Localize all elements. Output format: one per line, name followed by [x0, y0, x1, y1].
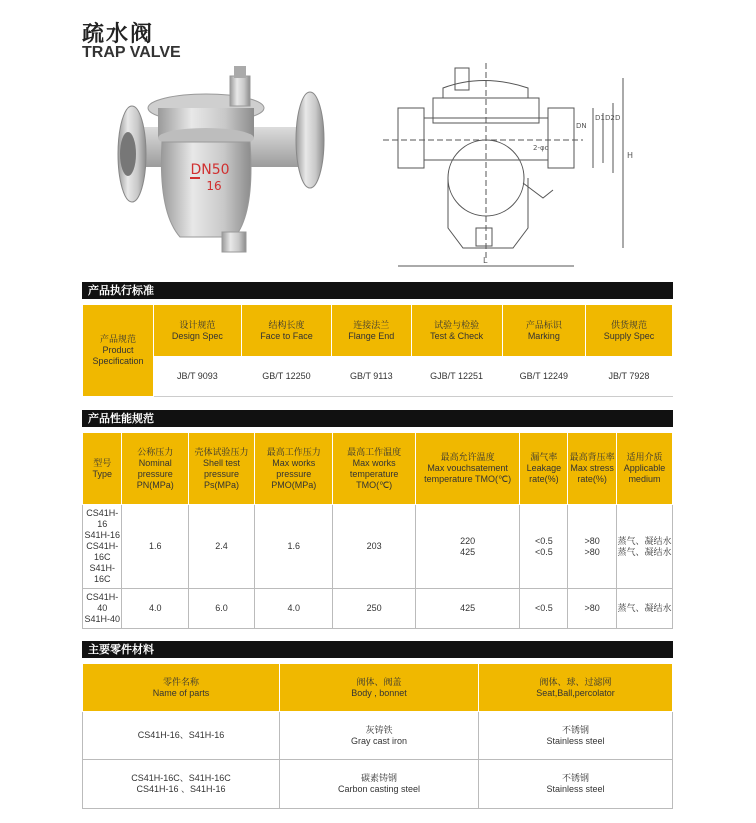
dim-dn: DN	[576, 122, 587, 130]
section-materials-title: 主要零件材料	[82, 641, 673, 658]
h-en: Test & Check	[430, 330, 484, 341]
perf-cell-pn: 1.6	[122, 505, 189, 589]
marking-dn: DN50	[190, 162, 230, 178]
perf-cell-pmo: 4.0	[255, 589, 333, 629]
h-en: Name of parts	[152, 687, 210, 698]
perf-header-3	[255, 433, 333, 505]
perf-cell-tmo: 250	[333, 589, 415, 629]
h-en: Max works pressure PMO(MPa)	[271, 457, 317, 490]
h-cn: 最高工作压力	[266, 446, 321, 457]
perf-cell-ps: 6.0	[188, 589, 254, 629]
perf-cell-pmo: 1.6	[255, 505, 333, 589]
spec-label-en: Product Specification	[92, 345, 144, 366]
mat-h-body	[280, 664, 479, 712]
value-flange-end: GB/T 9113	[332, 357, 411, 397]
h-en: Max works temperature TMO(℃)	[349, 457, 399, 490]
value-test-check: GJB/T 12251	[411, 357, 502, 397]
h-cn: 供货规范	[610, 319, 647, 330]
perf-header-2	[188, 433, 254, 505]
col-supply-spec	[585, 305, 672, 357]
spec-label-cn: 产品规范	[99, 334, 136, 344]
cell-cn: 不锈钢	[561, 773, 589, 783]
col-marking	[502, 305, 585, 357]
perf-cell-leak: <0.5	[520, 589, 568, 629]
perf-header-4	[333, 433, 415, 505]
cell-cn: 碳素铸钢	[360, 773, 397, 783]
section-standards-title: 产品执行标准	[82, 282, 673, 299]
cell-cn: 灰铸铁	[365, 724, 393, 735]
mat-row-seat	[479, 760, 673, 809]
mat-row-seat	[479, 712, 673, 760]
spec-row-label	[83, 305, 154, 397]
h-en: Face to Face	[260, 330, 313, 341]
perf-cell-type: CS41H-16 S41H-16 CS41H-16C S41H-16C	[83, 505, 122, 589]
perf-cell-tmo: 203	[333, 505, 415, 589]
mat-row-name: CS41H-16、S41H-16	[83, 712, 280, 760]
perf-cell-tma: 220 425	[415, 505, 520, 589]
h-cn: 最高允许温度	[440, 452, 495, 462]
h-cn: 设计规范	[179, 319, 216, 330]
h-cn: 产品标识	[525, 319, 562, 330]
dim-h: H	[627, 151, 634, 160]
h-cn: 结构长度	[268, 319, 305, 330]
mat-h-seat	[479, 664, 673, 712]
section-performance-title: 产品性能规范	[82, 410, 673, 427]
perf-header-5	[415, 433, 520, 505]
h-en: Max vouchsatement temperature TMO(℃)	[424, 463, 512, 484]
h-cn: 最高工作温度	[347, 446, 402, 457]
h-cn: 最高背压率	[569, 452, 615, 462]
marking-pn: 16	[206, 179, 222, 193]
perf-cell-pn: 4.0	[122, 589, 189, 629]
col-test-check	[411, 305, 502, 357]
h-en: Shell test pressure Ps(MPa)	[203, 457, 241, 490]
h-en: Design Spec	[171, 330, 223, 341]
perf-header-6	[520, 433, 568, 505]
value-face-to-face: GB/T 12250	[241, 357, 331, 397]
mat-h-name	[83, 664, 280, 712]
page-title: 疏水阀	[82, 22, 155, 47]
h-en: Supply Spec	[603, 330, 655, 341]
h-cn: 型号	[93, 457, 112, 468]
perf-header-7	[568, 433, 616, 505]
cell-cn: 不锈钢	[561, 724, 589, 735]
perf-cell-type: CS41H-40 S41H-40	[83, 589, 122, 629]
standards-table	[82, 304, 673, 397]
cell-en: Gray cast iron	[350, 735, 408, 746]
value-supply-spec: JB/T 7928	[585, 357, 672, 397]
h-en: Body , bonnet	[351, 687, 407, 698]
perf-cell-ps: 2.4	[188, 505, 254, 589]
h-en: Marking	[527, 330, 560, 341]
perf-header-8	[616, 433, 672, 505]
technical-drawing	[383, 58, 648, 273]
page-subtitle: TRAP VALVE	[82, 44, 181, 61]
perf-cell-medium: 蒸气、凝结水 蒸气、凝结水	[616, 505, 672, 589]
perf-header-0	[83, 433, 122, 505]
h-cn: 零件名称	[162, 676, 199, 687]
cell-en: Stainless steel	[546, 735, 605, 746]
value-marking: GB/T 12249	[502, 357, 585, 397]
col-flange-end	[332, 305, 411, 357]
col-face-to-face	[241, 305, 331, 357]
dim-d2: D2	[605, 114, 615, 122]
dim-d: D	[615, 114, 621, 122]
mat-row-body	[280, 712, 479, 760]
h-en: Leakage rate(%)	[526, 463, 562, 484]
valve-photo	[110, 62, 335, 262]
h-en: Applicable medium	[623, 463, 666, 484]
h-cn: 阀体、阀盖	[356, 676, 402, 687]
perf-cell-back: >80 >80	[568, 505, 616, 589]
materials-table	[82, 663, 673, 809]
dim-bolt: 2-φd	[533, 144, 550, 152]
h-cn: 壳体试验压力	[194, 446, 249, 457]
h-cn: 适用介质	[626, 452, 663, 462]
mat-row-name: CS41H-16C、S41H-16C CS41H-16 、S41H-16	[83, 760, 280, 809]
perf-cell-leak: <0.5 <0.5	[520, 505, 568, 589]
mat-row-body	[280, 760, 479, 809]
h-en: Seat,Ball,percolator	[536, 687, 615, 698]
perf-cell-medium: 蒸气、凝结水	[616, 589, 672, 629]
perf-cell-back: >80	[568, 589, 616, 629]
h-en: Nominal pressure PN(MPa)	[136, 457, 174, 490]
col-design-spec	[154, 305, 242, 357]
value-design-spec: JB/T 9093	[154, 357, 242, 397]
h-cn: 试验与检验	[434, 319, 480, 330]
h-cn: 漏气率	[530, 452, 558, 462]
h-cn: 阀体、球、过滤网	[539, 676, 612, 687]
h-en: Type	[92, 468, 112, 479]
h-cn: 公称压力	[137, 446, 174, 457]
perf-header-1	[122, 433, 189, 505]
dim-l: L	[483, 256, 488, 265]
dim-d1: D1	[595, 114, 605, 122]
cell-en: Carbon casting steel	[337, 784, 421, 794]
h-cn: 连接法兰	[353, 319, 390, 330]
h-en: Max stress rate(%)	[570, 463, 614, 484]
h-en: Flange End	[348, 330, 395, 341]
perf-cell-tma: 425	[415, 589, 520, 629]
cell-en: Stainless steel	[546, 784, 605, 794]
performance-table	[82, 432, 673, 629]
